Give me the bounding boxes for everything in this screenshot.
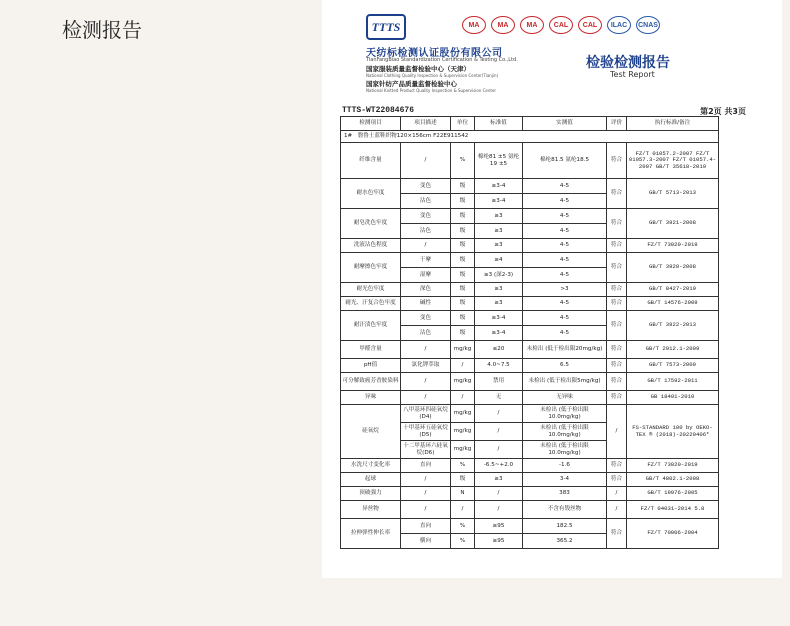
cell: GB/T 8427-2019 (627, 283, 719, 297)
cell: 符合 (607, 311, 627, 341)
cell: % (451, 534, 475, 549)
table-row (341, 283, 719, 297)
cell: 级 (451, 311, 475, 326)
cell: GB/T 19976-2005 (627, 487, 719, 501)
cell: 4-5 (523, 179, 607, 194)
report-number: TTTS-WT22084676 (342, 106, 415, 115)
table-row (341, 519, 719, 534)
certification-mark-icon: ILAC (607, 16, 631, 34)
cell: 直向 (401, 519, 451, 534)
cell: 级 (451, 268, 475, 283)
cell: ≥3 (深2-3) (475, 268, 523, 283)
cell: 未检出 (低于检出限5mg/kg) (523, 373, 607, 391)
cell: / (401, 391, 451, 405)
cell: 十甲基环五硅氧烷(D5) (401, 423, 451, 441)
cell: 变色 (401, 311, 451, 326)
col-header: 实测值 (523, 117, 607, 131)
cell: 级 (451, 297, 475, 311)
cell: pH值 (341, 359, 401, 373)
sample-info: 1# 磐鲁士蓝鞋织物120×156cm F22E911542 (341, 131, 719, 143)
cell: 耐汗渍色牢度 (341, 311, 401, 341)
cell: 顶破强力 (341, 487, 401, 501)
cell: FZ/T 04031-2014 5.8 (627, 501, 719, 519)
cell: 洗液沾色程度 (341, 239, 401, 253)
cell: 383 (523, 487, 607, 501)
cell: 沾色 (401, 224, 451, 239)
cell: 耐光色牢度 (341, 283, 401, 297)
cell: ≥3 (475, 283, 523, 297)
cell: mg/kg (451, 405, 475, 423)
cell: 未检出 (低于检出限10.0mg/kg) (523, 405, 607, 423)
cell: GB/T 3922-2013 (627, 311, 719, 341)
cell: >3 (523, 283, 607, 297)
cell: mg/kg (451, 441, 475, 459)
cell: 甲醛含量 (341, 341, 401, 359)
cell: / (451, 501, 475, 519)
cell: 符合 (607, 179, 627, 209)
cell: 禁用 (475, 373, 523, 391)
company-name-cn: 天纺标检测认证股份有限公司 (366, 48, 503, 59)
center1-name-cn: 国家服装质量监督检验中心（天津） (366, 65, 470, 73)
cell: 水洗尺寸变化率 (341, 459, 401, 473)
cell: ≥3 (475, 239, 523, 253)
cell: FZ/T 73020-2019 (627, 239, 719, 253)
cell: 符合 (607, 239, 627, 253)
cell: -6.5~+2.0 (475, 459, 523, 473)
cell: ≥95 (475, 534, 523, 549)
cell: 棉纶81 ±5 氨纶19 ±5 (475, 143, 523, 179)
cell: 级 (451, 209, 475, 224)
cell: 耐摩擦色牢度 (341, 253, 401, 283)
cell: GB/T 3921-2008 (627, 209, 719, 239)
cell: / (451, 359, 475, 373)
cell: / (401, 143, 451, 179)
cell: FZ/T 73020-2019 (627, 459, 719, 473)
cell: 异味 (341, 391, 401, 405)
cell: / (607, 501, 627, 519)
table-row (341, 253, 719, 268)
table-row (341, 143, 719, 179)
cell: 级 (451, 253, 475, 268)
cell: 符合 (607, 143, 627, 179)
cell: GB/T 14576-2009 (627, 297, 719, 311)
table-row (341, 209, 719, 224)
cell: 变色 (401, 209, 451, 224)
cell: % (451, 519, 475, 534)
cell: 182.5 (523, 519, 607, 534)
table-row (341, 391, 719, 405)
cell: 级 (451, 473, 475, 487)
col-header: 检测项目 (341, 117, 401, 131)
cell: ≤20 (475, 341, 523, 359)
cell: GB/T 5713-2013 (627, 179, 719, 209)
cell: 级 (451, 283, 475, 297)
certification-marks (462, 16, 660, 34)
cell: 4-5 (523, 268, 607, 283)
cell: mg/kg (451, 341, 475, 359)
cell: 氯化钾萃取 (401, 359, 451, 373)
cell: 4.0~7.5 (475, 359, 523, 373)
cell: 无异味 (523, 391, 607, 405)
cell: 沾色 (401, 326, 451, 341)
cell: 可分解致癌芳香胺染料 (341, 373, 401, 391)
table-row (341, 359, 719, 373)
cell: / (401, 373, 451, 391)
cell: 纤维含量 (341, 143, 401, 179)
cell: ≥4 (475, 253, 523, 268)
cell: 4-5 (523, 239, 607, 253)
table-row (341, 501, 719, 519)
certification-mark-icon: CAL (578, 16, 602, 34)
cell: 变色 (401, 179, 451, 194)
cell: 碱性 (401, 297, 451, 311)
cell: 干摩 (401, 253, 451, 268)
cell: 未检出 (低于检出限10.0mg/kg) (523, 441, 607, 459)
cell: 符合 (607, 519, 627, 549)
cell: 4-5 (523, 311, 607, 326)
cell: 符合 (607, 297, 627, 311)
cell: 不含有毁丝物 (523, 501, 607, 519)
cell: 耐光、汗复合色牢度 (341, 297, 401, 311)
cell: 符合 (607, 473, 627, 487)
cell: ≥3 (475, 297, 523, 311)
cell: GB/T 4802.1-2008 (627, 473, 719, 487)
cell: 符合 (607, 459, 627, 473)
cell: 直向 (401, 459, 451, 473)
table-row (341, 373, 719, 391)
page-number: 第2页 共3页 (700, 107, 746, 116)
col-header: 单位 (451, 117, 475, 131)
cell: 4-5 (523, 224, 607, 239)
cell: ≥3 (475, 224, 523, 239)
certification-mark-icon: MA (520, 16, 544, 34)
cell: mg/kg (451, 373, 475, 391)
cell: 耐水色牢度 (341, 179, 401, 209)
col-header: 标准值 (475, 117, 523, 131)
cell: / (401, 341, 451, 359)
cell: FZ/T 01057.2-2007 FZ/T 01057.3-2007 FZ/T 01057.4-2007 GB/T 35618-2019 (627, 143, 719, 179)
report-title-en: Test Report (610, 70, 655, 79)
cell: 3-4 (523, 473, 607, 487)
cell: 级 (451, 326, 475, 341)
cell: FS-STANDARD 100 by OEKO-TEX ® (2018)-20220406* (627, 405, 719, 459)
cell: N (451, 487, 475, 501)
cell: ≥95 (475, 519, 523, 534)
cell: / (475, 405, 523, 423)
cell: 耐皂洗色牢度 (341, 209, 401, 239)
certification-mark-icon: MA (462, 16, 486, 34)
cell: 符合 (607, 341, 627, 359)
table-header-row (341, 117, 719, 131)
table-row (341, 459, 719, 473)
cell: 4-5 (523, 209, 607, 224)
cell: ≥3-4 (475, 179, 523, 194)
cell: 符合 (607, 283, 627, 297)
cell: 365.2 (523, 534, 607, 549)
cell: 异丝物 (341, 501, 401, 519)
cell: % (451, 459, 475, 473)
cell: 未检出 (低于检出限10.0mg/kg) (523, 423, 607, 441)
test-results-table (340, 116, 719, 549)
cell: 级 (451, 179, 475, 194)
report-page (322, 0, 782, 578)
cell: 深色 (401, 283, 451, 297)
cell: / (401, 473, 451, 487)
center2-name-cn: 国家针纺产品质量监督检验中心 (366, 80, 457, 88)
cell: 未检出 (低于检出限20mg/kg) (523, 341, 607, 359)
cell: GB/T 7573-2009 (627, 359, 719, 373)
cell: mg/kg (451, 423, 475, 441)
cell: 拉伸弹性伸长率 (341, 519, 401, 549)
cell: 硅氧烷 (341, 405, 401, 459)
certification-mark-icon: MA (491, 16, 515, 34)
center1-name-en: National Clothing Quality Inspection & Supervision Center(Tianjin) (366, 73, 499, 78)
cell: 十二甲基环六硅氧烷(D6) (401, 441, 451, 459)
cell: 级 (451, 194, 475, 209)
cell: ≥3 (475, 473, 523, 487)
cell: ≥3-4 (475, 311, 523, 326)
cell: / (475, 441, 523, 459)
cell: / (401, 239, 451, 253)
ttts-logo: TTTS (366, 14, 406, 40)
cell: 棉纶81.5 氨纶18.5 (523, 143, 607, 179)
cell: 级 (451, 239, 475, 253)
table-row (341, 239, 719, 253)
cell: GB 18401-2010 (627, 391, 719, 405)
page-title: 检测报告 (62, 18, 142, 42)
cell: 符合 (607, 359, 627, 373)
cell: 符合 (607, 209, 627, 239)
cell: / (607, 405, 627, 459)
cell: ≥3 (475, 209, 523, 224)
cell: / (475, 423, 523, 441)
certification-mark-icon: CNAS (636, 16, 660, 34)
table-row (341, 487, 719, 501)
sample-row (341, 131, 719, 143)
cell: ≥3-4 (475, 326, 523, 341)
cell: 沾色 (401, 194, 451, 209)
col-header: 执行标准/备注 (627, 117, 719, 131)
cell: 4-5 (523, 194, 607, 209)
table-row (341, 341, 719, 359)
col-header: 项目描述 (401, 117, 451, 131)
cell: % (451, 143, 475, 179)
cell: 4-5 (523, 253, 607, 268)
table-row (341, 179, 719, 194)
cell: 无 (475, 391, 523, 405)
table-row (341, 405, 719, 423)
cell: GB/T 3920-2008 (627, 253, 719, 283)
cell: 起球 (341, 473, 401, 487)
cell: 符合 (607, 391, 627, 405)
cell: / (451, 391, 475, 405)
cell: / (475, 487, 523, 501)
cell: GB/T 17592-2011 (627, 373, 719, 391)
cell: / (607, 487, 627, 501)
cell: 横向 (401, 534, 451, 549)
cell: FZ/T 70006-2004 (627, 519, 719, 549)
cell: GB/T 2912.1-2009 (627, 341, 719, 359)
cell: 4-5 (523, 297, 607, 311)
company-name-en: TianFangBiao Standardization Certification & Testing Co.,Ltd. (366, 57, 518, 63)
cell: 级 (451, 224, 475, 239)
col-header: 评价 (607, 117, 627, 131)
report-title-cn: 检验检测报告 (586, 55, 670, 71)
certification-mark-icon: CAL (549, 16, 573, 34)
cell: 八甲基环四硅氧烷(D4) (401, 405, 451, 423)
table-row (341, 473, 719, 487)
cell: / (401, 501, 451, 519)
cell: / (401, 487, 451, 501)
cell: 符合 (607, 253, 627, 283)
cell: 湿摩 (401, 268, 451, 283)
cell: / (475, 501, 523, 519)
cell: 6.5 (523, 359, 607, 373)
center2-name-en: National Knitted Product Quality Inspection & Supervision Center (366, 88, 497, 93)
table-row (341, 297, 719, 311)
table-row (341, 311, 719, 326)
cell: 4-5 (523, 326, 607, 341)
cell: ≥3-4 (475, 194, 523, 209)
cell: -1.6 (523, 459, 607, 473)
cell: 符合 (607, 373, 627, 391)
